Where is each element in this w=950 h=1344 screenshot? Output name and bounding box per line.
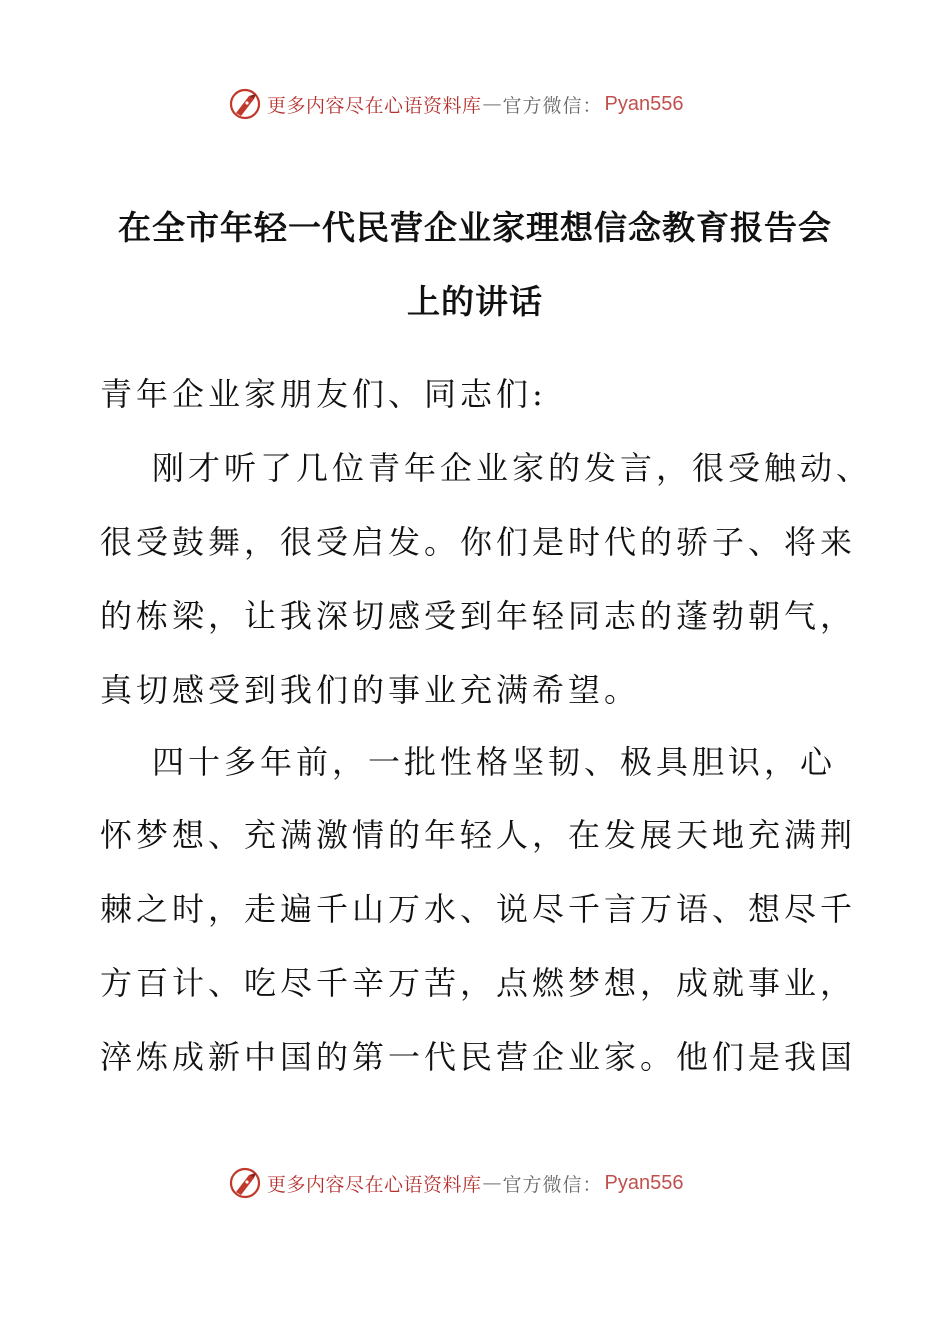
body-line: 怀梦想、充满激情的年轻人，在发展天地充满荆	[100, 816, 857, 854]
document-title-line-1: 在全市年轻一代民营企业家理想信念教育报告会	[118, 208, 832, 247]
body-line: 方百计、吃尽千辛万苦，点燃梦想，成就事业，	[100, 964, 857, 1002]
salutation-line: 青年企业家朋友们、同志们:	[100, 375, 547, 413]
body-line: 很受鼓舞，很受启发。你们是时代的骄子、将来	[100, 523, 857, 561]
footer-dash: —	[482, 1172, 502, 1194]
body-line: 淬炼成新中国的第一代民营企业家。他们是我国	[100, 1038, 857, 1076]
body-line: 刚才听了几位青年企业家的发言，很受触动、	[152, 449, 873, 487]
pen-nib-logo-icon	[227, 86, 263, 122]
header-wechat-id: Pyan556	[604, 92, 684, 115]
body-line: 真切感受到我们的事业充满希望。	[100, 671, 641, 709]
footer-wechat-label: 官方微信：	[502, 1173, 603, 1196]
header-brand-text: 更多内容尽在心语资料库	[267, 94, 482, 117]
header-wechat-label: 官方微信：	[502, 94, 603, 117]
document-title-line-2: 上的讲话	[407, 282, 543, 321]
header-dash: —	[482, 93, 502, 115]
header-watermark	[227, 84, 684, 124]
footer-brand-text: 更多内容尽在心语资料库	[267, 1173, 482, 1196]
body-line: 棘之时，走遍千山万水、说尽千言万语、想尽千	[100, 890, 857, 928]
footer-wechat-id: Pyan556	[604, 1171, 684, 1194]
body-line: 四十多年前，一批性格坚韧、极具胆识，心	[152, 743, 837, 781]
body-line: 的栋梁，让我深切感受到年轻同志的蓬勃朝气，	[100, 597, 857, 635]
pen-nib-logo-icon	[227, 1165, 263, 1201]
footer-watermark	[227, 1163, 684, 1203]
